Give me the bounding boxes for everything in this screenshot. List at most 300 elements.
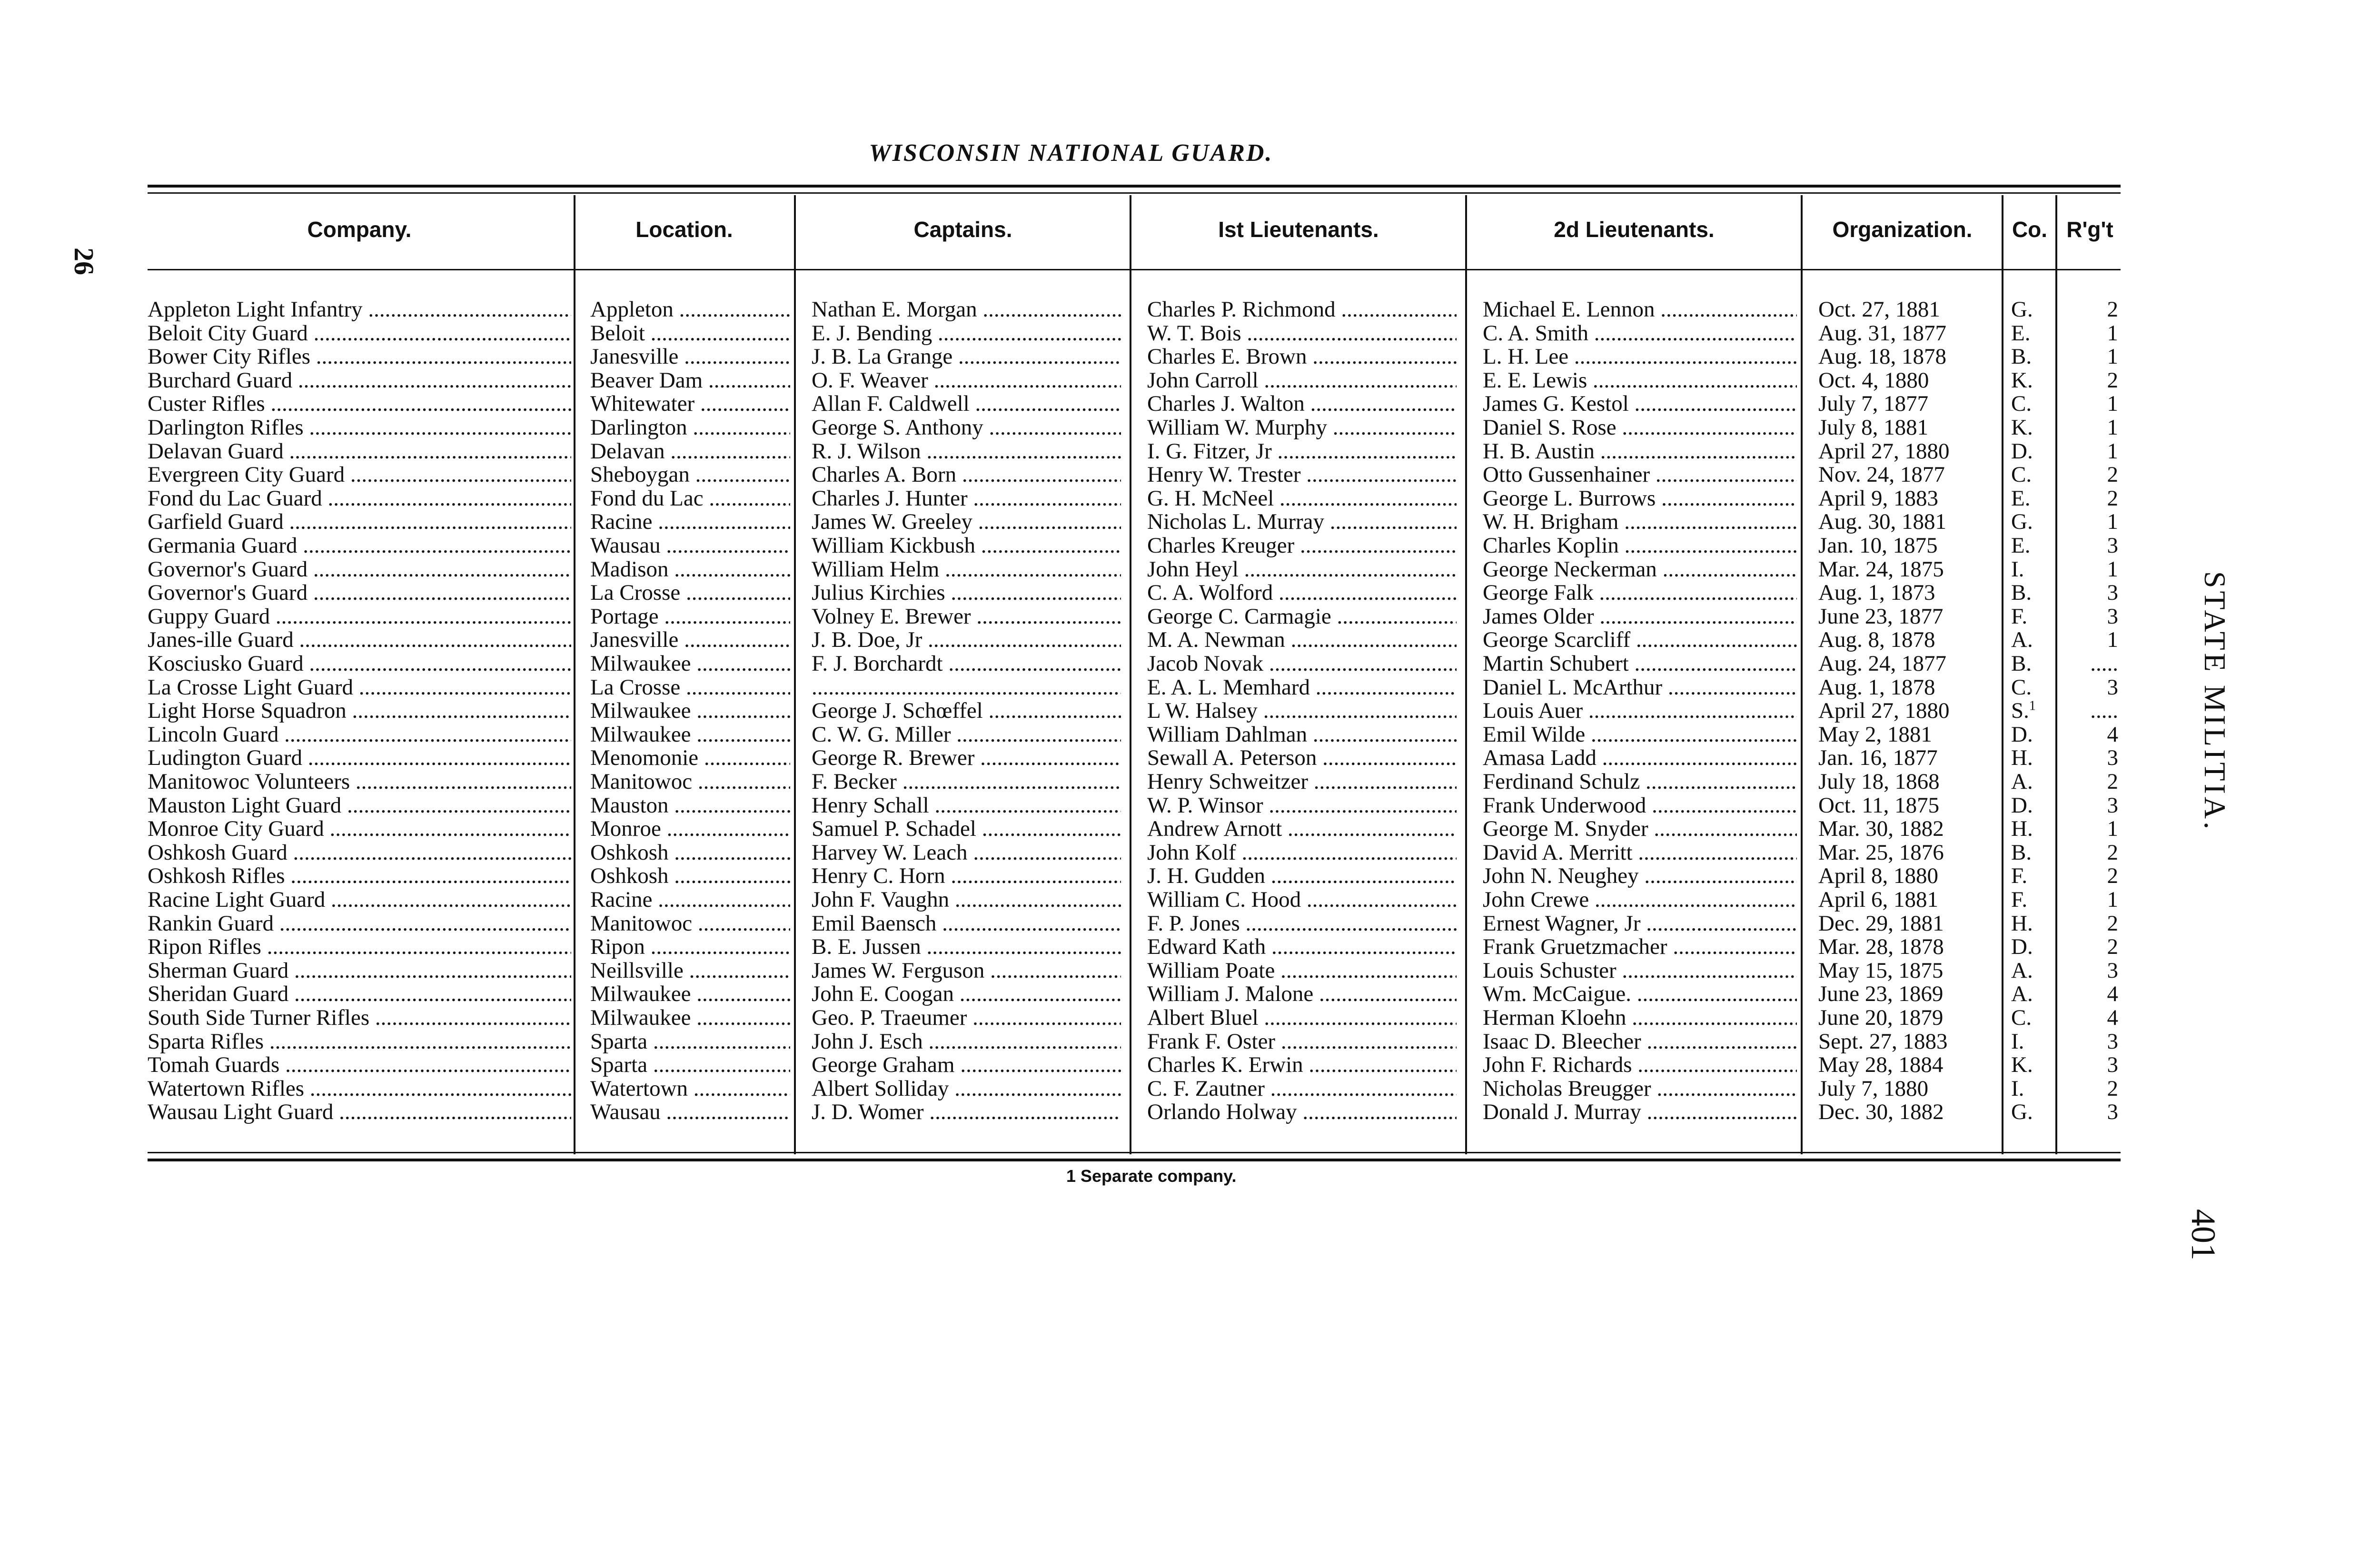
table-row <box>0 321 2142 345</box>
footnote-marker: 1 <box>2029 699 2036 714</box>
organization-date-cell: July 7, 1877 <box>1818 392 1929 416</box>
second-lieutenant-cell: W. H. Brigham ..... <box>1483 510 1797 534</box>
company-cell: Custer Rifles ..... <box>148 392 571 416</box>
first-lieutenant-cell: W. P. Winsor ..... <box>1147 793 1457 817</box>
company-cell: Tomah Guards ..... <box>148 1053 571 1077</box>
regiment-cell: 2 <box>2107 864 2118 888</box>
regiment-cell: 1 <box>2107 557 2118 581</box>
second-lieutenant-cell: Frank Gruetzmacher ..... <box>1483 935 1797 959</box>
header-co: Co. <box>2012 217 2048 242</box>
regiment-cell: 3 <box>2107 581 2118 605</box>
location-cell: Milwaukee ..... <box>590 723 790 746</box>
header-organization: Organization. <box>1832 217 1973 242</box>
regiment-cell: 1 <box>2107 321 2118 345</box>
header-regiment: R'g't <box>2066 217 2113 242</box>
co-cell: D. <box>2011 793 2033 817</box>
organization-date-cell: Dec. 30, 1882 <box>1818 1100 1944 1124</box>
organization-date-cell: May 15, 1875 <box>1818 958 1944 982</box>
first-lieutenant-cell: L W. Halsey ..... <box>1147 699 1457 723</box>
co-cell: F. <box>2011 864 2028 888</box>
captain-cell: William Helm ..... <box>812 557 1121 581</box>
organization-date-cell: Oct. 27, 1881 <box>1818 297 1940 321</box>
co-cell: S.$^1$ <box>2011 699 2036 723</box>
first-lieutenant-cell: Charles Kreuger ..... <box>1147 534 1457 557</box>
table-row <box>0 1053 2142 1077</box>
organization-date-cell: June 20, 1879 <box>1818 1006 1944 1030</box>
regiment-cell: 3 <box>2107 1053 2118 1077</box>
organization-date-cell: Mar. 28, 1878 <box>1818 935 1944 959</box>
company-cell: Light Horse Squadron ..... <box>148 699 571 723</box>
first-lieutenant-cell: G. H. McNeel ..... <box>1147 486 1457 510</box>
table-row <box>0 605 2142 628</box>
second-lieutenant-cell: L. H. Lee ..... <box>1483 345 1797 368</box>
first-lieutenant-cell: William W. Murphy ..... <box>1147 416 1457 439</box>
location-cell: Manitowoc ..... <box>590 770 790 793</box>
header-rule <box>148 269 2121 270</box>
organization-date-cell: Mar. 25, 1876 <box>1818 840 1944 864</box>
organization-date-cell: Aug. 31, 1877 <box>1818 321 1946 345</box>
co-cell: E. <box>2011 534 2031 557</box>
second-lieutenant-cell: George L. Burrows ..... <box>1483 486 1797 510</box>
location-cell: Portage ..... <box>590 605 790 628</box>
captain-cell: Julius Kirchies ..... <box>812 581 1121 605</box>
organization-date-cell: April 9, 1883 <box>1818 486 1938 510</box>
table-row <box>0 888 2142 912</box>
regiment-cell: 1 <box>2107 888 2118 912</box>
first-lieutenant-cell: Albert Bluel ..... <box>1147 1006 1457 1030</box>
regiment-cell: 2 <box>2107 840 2118 864</box>
co-cell: B. <box>2011 581 2032 605</box>
table-row <box>0 770 2142 793</box>
second-lieutenant-cell: George M. Snyder ..... <box>1483 817 1797 841</box>
captain-cell: Emil Baensch ..... <box>812 912 1121 935</box>
co-cell: A. <box>2011 958 2033 982</box>
header-location: Location. <box>635 217 733 242</box>
co-cell: K. <box>2011 416 2033 439</box>
co-cell: K. <box>2011 368 2033 392</box>
location-cell: Menomonie ..... <box>590 746 790 770</box>
second-lieutenant-cell: George Neckerman ..... <box>1483 557 1797 581</box>
table-row <box>0 652 2142 675</box>
location-cell: La Crosse ..... <box>590 675 790 699</box>
second-lieutenant-cell: Daniel S. Rose ..... <box>1483 416 1797 439</box>
organization-date-cell: Oct. 4, 1880 <box>1818 368 1929 392</box>
first-lieutenant-cell: C. A. Wolford ..... <box>1147 581 1457 605</box>
company-cell: Sheridan Guard ..... <box>148 982 571 1006</box>
co-cell: F. <box>2011 888 2028 912</box>
first-lieutenant-cell: W. T. Bois ..... <box>1147 321 1457 345</box>
captain-cell: O. F. Weaver ..... <box>812 368 1121 392</box>
organization-date-cell: Dec. 29, 1881 <box>1818 911 1944 935</box>
first-lieutenant-cell: John Kolf ..... <box>1147 841 1457 864</box>
co-cell: A. <box>2011 982 2033 1006</box>
table-row <box>0 1077 2142 1100</box>
co-cell: D. <box>2011 935 2033 959</box>
location-cell: Milwaukee ..... <box>590 982 790 1006</box>
captain-cell: John J. Esch ..... <box>812 1030 1121 1053</box>
table-row <box>0 1030 2142 1053</box>
table-row <box>0 345 2142 368</box>
table-row <box>0 392 2142 416</box>
footnote: 1 Separate company. <box>1066 1166 1237 1186</box>
table-row <box>0 486 2142 510</box>
regiment-cell: 2 <box>2107 911 2118 935</box>
location-cell: Milwaukee ..... <box>590 699 790 723</box>
company-cell: Germania Guard ..... <box>148 534 571 557</box>
company-cell: Lincoln Guard ..... <box>148 723 571 746</box>
second-lieutenant-cell: Herman Kloehn ..... <box>1483 1006 1797 1030</box>
captain-cell: C. W. G. Miller ..... <box>812 723 1121 746</box>
company-cell: Mauston Light Guard ..... <box>148 793 571 817</box>
location-cell: Madison ..... <box>590 557 790 581</box>
first-lieutenant-cell: Charles J. Walton ..... <box>1147 392 1457 416</box>
captain-cell: Charles J. Hunter ..... <box>812 486 1121 510</box>
first-lieutenant-cell: C. F. Zautner ..... <box>1147 1077 1457 1100</box>
location-cell: Beaver Dam ..... <box>590 368 790 392</box>
co-cell: B. <box>2011 840 2032 864</box>
organization-date-cell: June 23, 1877 <box>1818 604 1944 628</box>
captain-cell: George R. Brewer ..... <box>812 746 1121 770</box>
organization-date-cell: April 8, 1880 <box>1818 864 1938 888</box>
organization-date-cell: Mar. 30, 1882 <box>1818 817 1944 841</box>
regiment-cell: 1 <box>2107 817 2118 841</box>
captain-cell: George Graham ..... <box>812 1053 1121 1077</box>
second-lieutenant-cell: Nicholas Breugger ..... <box>1483 1077 1797 1100</box>
location-cell: Darlington ..... <box>590 416 790 439</box>
first-lieutenant-cell: I. G. Fitzer, Jr ..... <box>1147 439 1457 463</box>
captain-cell: George S. Anthony ..... <box>812 416 1121 439</box>
organization-date-cell: April 27, 1880 <box>1818 439 1950 463</box>
co-cell: I. <box>2011 557 2024 581</box>
captain-cell: John E. Coogan ..... <box>812 982 1121 1006</box>
regiment-cell: 3 <box>2107 604 2118 628</box>
first-lieutenant-cell: Charles P. Richmond ..... <box>1147 297 1457 321</box>
location-cell: Ripon ..... <box>590 935 790 959</box>
location-cell: Fond du Lac ..... <box>590 486 790 510</box>
second-lieutenant-cell: Wm. McCaigue. ..... <box>1483 982 1797 1006</box>
header-captains: Captains. <box>913 217 1012 242</box>
location-cell: Sparta ..... <box>590 1053 790 1077</box>
table-row <box>0 628 2142 652</box>
second-lieutenant-cell: Amasa Ladd ..... <box>1483 746 1797 770</box>
regiment-cell: 2 <box>2107 1076 2118 1100</box>
company-cell: Delavan Guard ..... <box>148 439 571 463</box>
co-cell: B. <box>2011 345 2032 369</box>
captain-cell: William Kickbush ..... <box>812 534 1121 557</box>
second-lieutenant-cell: George Scarcliff ..... <box>1483 628 1797 652</box>
organization-date-cell: Mar. 24, 1875 <box>1818 557 1944 581</box>
co-cell: F. <box>2011 604 2028 628</box>
organization-date-cell: Aug. 8, 1878 <box>1818 628 1935 652</box>
captain-cell: Harvey W. Leach ..... <box>812 841 1121 864</box>
captain-cell: J. B. La Grange ..... <box>812 345 1121 368</box>
co-cell: H. <box>2011 911 2033 935</box>
second-lieutenant-cell: John N. Neughey ..... <box>1483 864 1797 888</box>
captain-cell: F. Becker ..... <box>812 770 1121 793</box>
second-lieutenant-cell: H. B. Austin ..... <box>1483 439 1797 463</box>
location-cell: Monroe ..... <box>590 817 790 841</box>
running-head: STATE MILITIA. <box>2198 571 2232 832</box>
location-cell: Milwaukee ..... <box>590 652 790 675</box>
first-lieutenant-cell: Henry W. Trester ..... <box>1147 463 1457 486</box>
regiment-cell: 1 <box>2107 392 2118 416</box>
location-cell: Milwaukee ..... <box>590 1006 790 1030</box>
bottom-rule <box>148 1159 2121 1161</box>
company-cell: Fond du Lac Guard ..... <box>148 486 571 510</box>
first-lieutenant-cell: Henry Schweitzer ..... <box>1147 770 1457 793</box>
regiment-cell: 2 <box>2107 463 2118 487</box>
location-cell: Neillsville ..... <box>590 959 790 982</box>
regiment-cell: 4 <box>2107 982 2118 1006</box>
regiment-cell: 2 <box>2107 935 2118 959</box>
co-cell: C. <box>2011 463 2032 487</box>
table-row <box>0 817 2142 841</box>
location-cell: Janesville ..... <box>590 345 790 368</box>
table-row <box>0 912 2142 935</box>
regiment-cell: ..... <box>2090 652 2118 675</box>
location-cell: Watertown ..... <box>590 1077 790 1100</box>
organization-date-cell: Jan. 16, 1877 <box>1818 746 1938 770</box>
company-cell: Evergreen City Guard ..... <box>148 463 571 486</box>
company-cell: Governor's Guard ..... <box>148 581 571 605</box>
table-row <box>0 297 2142 321</box>
second-lieutenant-cell: Louis Schuster ..... <box>1483 959 1797 982</box>
top-rule <box>148 185 2121 188</box>
second-lieutenant-cell: Martin Schubert ..... <box>1483 652 1797 675</box>
table-row <box>0 368 2142 392</box>
captain-cell: J. B. Doe, Jr ..... <box>812 628 1121 652</box>
regiment-cell: ..... <box>2090 699 2118 723</box>
captain-cell: Volney E. Brewer ..... <box>812 605 1121 628</box>
first-lieutenant-cell: F. P. Jones ..... <box>1147 912 1457 935</box>
regiment-cell: 3 <box>2107 675 2118 699</box>
co-cell: H. <box>2011 817 2033 841</box>
location-cell: Wausau ..... <box>590 1100 790 1124</box>
company-cell: Watertown Rifles ..... <box>148 1077 571 1100</box>
co-cell: D. <box>2011 439 2033 463</box>
co-cell: G. <box>2011 510 2033 534</box>
company-cell: La Crosse Light Guard ..... <box>148 675 571 699</box>
regiment-cell: 4 <box>2107 1006 2118 1030</box>
location-cell: Wausau ..... <box>590 534 790 557</box>
first-lieutenant-cell: M. A. Newman ..... <box>1147 628 1457 652</box>
co-cell: E. <box>2011 486 2031 510</box>
regiment-cell: 3 <box>2107 793 2118 817</box>
company-cell: Wausau Light Guard ..... <box>148 1100 571 1124</box>
organization-date-cell: July 18, 1868 <box>1818 770 1940 793</box>
co-cell: A. <box>2011 628 2033 652</box>
regiment-cell: 1 <box>2107 510 2118 534</box>
company-cell: Ludington Guard ..... <box>148 746 571 770</box>
company-cell: Oshkosh Guard ..... <box>148 841 571 864</box>
location-cell: Manitowoc ..... <box>590 912 790 935</box>
regiment-cell: 3 <box>2107 1029 2118 1053</box>
first-lieutenant-cell: E. A. L. Memhard ..... <box>1147 675 1457 699</box>
location-cell: Racine ..... <box>590 888 790 912</box>
regiment-cell: 2 <box>2107 368 2118 392</box>
table-row <box>0 439 2142 463</box>
captain-cell: B. E. Jussen ..... <box>812 935 1121 959</box>
regiment-cell: 2 <box>2107 486 2118 510</box>
company-cell: Garfield Guard ..... <box>148 510 571 534</box>
company-cell: Appleton Light Infantry ..... <box>148 297 571 321</box>
location-cell: Oshkosh ..... <box>590 864 790 888</box>
top-rule-thin <box>148 192 2121 194</box>
co-cell: C. <box>2011 392 2032 416</box>
table-row <box>0 982 2142 1006</box>
location-cell: Racine ..... <box>590 510 790 534</box>
table-row <box>0 959 2142 982</box>
captain-cell: F. J. Borchardt ..... <box>812 652 1121 675</box>
location-cell: Beloit ..... <box>590 321 790 345</box>
captain-cell <box>812 675 1121 699</box>
captain-cell: John F. Vaughn ..... <box>812 888 1121 912</box>
table-row <box>0 675 2142 699</box>
bottom-rule-thin <box>148 1152 2121 1153</box>
captain-cell: Henry C. Horn ..... <box>812 864 1121 888</box>
table-row <box>0 793 2142 817</box>
company-cell: Kosciusko Guard ..... <box>148 652 571 675</box>
co-cell: B. <box>2011 652 2032 675</box>
location-cell: Appleton ..... <box>590 297 790 321</box>
first-lieutenant-cell: William Poate ..... <box>1147 959 1457 982</box>
location-cell: Sheboygan ..... <box>590 463 790 486</box>
company-cell: Ripon Rifles ..... <box>148 935 571 959</box>
company-cell: South Side Turner Rifles ..... <box>148 1006 571 1030</box>
table-row <box>0 1006 2142 1030</box>
organization-date-cell: July 7, 1880 <box>1818 1076 1929 1100</box>
company-cell: Sherman Guard ..... <box>148 959 571 982</box>
location-cell: Oshkosh ..... <box>590 841 790 864</box>
captain-cell: R. J. Wilson ..... <box>812 439 1121 463</box>
organization-date-cell: Aug. 30, 1881 <box>1818 510 1946 534</box>
captain-cell: Albert Solliday ..... <box>812 1077 1121 1100</box>
captain-cell: James W. Ferguson ..... <box>812 959 1121 982</box>
company-cell: Burchard Guard ..... <box>148 368 571 392</box>
regiment-cell: 2 <box>2107 770 2118 793</box>
captain-cell: Henry Schall ..... <box>812 793 1121 817</box>
co-cell: C. <box>2011 1006 2032 1030</box>
company-cell: Governor's Guard ..... <box>148 557 571 581</box>
company-cell: Sparta Rifles ..... <box>148 1030 571 1053</box>
first-lieutenant-cell: John Heyl ..... <box>1147 557 1457 581</box>
second-lieutenant-cell: Isaac D. Bleecher ..... <box>1483 1030 1797 1053</box>
location-cell: Sparta ..... <box>590 1030 790 1053</box>
second-lieutenant-cell: Charles Koplin ..... <box>1483 534 1797 557</box>
first-lieutenant-cell: Frank F. Oster ..... <box>1147 1030 1457 1053</box>
captain-cell: J. D. Womer ..... <box>812 1100 1121 1124</box>
organization-date-cell: July 8, 1881 <box>1818 416 1929 439</box>
second-lieutenant-cell: Louis Auer ..... <box>1483 699 1797 723</box>
table-row <box>0 416 2142 439</box>
company-cell: Darlington Rifles ..... <box>148 416 571 439</box>
second-lieutenant-cell: Donald J. Murray ..... <box>1483 1100 1797 1124</box>
table-row <box>0 699 2142 723</box>
organization-date-cell: June 23, 1869 <box>1818 982 1944 1006</box>
organization-date-cell: April 27, 1880 <box>1818 699 1950 723</box>
first-lieutenant-cell: Edward Kath ..... <box>1147 935 1457 959</box>
company-cell: Oshkosh Rifles ..... <box>148 864 571 888</box>
company-cell: Monroe City Guard ..... <box>148 817 571 841</box>
captain-cell: George J. Schœffel ..... <box>812 699 1121 723</box>
company-cell: Manitowoc Volunteers ..... <box>148 770 571 793</box>
table-row <box>0 510 2142 534</box>
second-lieutenant-cell: Frank Underwood ..... <box>1483 793 1797 817</box>
first-lieutenant-cell: Jacob Novak ..... <box>1147 652 1457 675</box>
first-lieutenant-cell: George C. Carmagie ..... <box>1147 605 1457 628</box>
regiment-cell: 4 <box>2107 722 2118 746</box>
organization-date-cell: Jan. 10, 1875 <box>1818 534 1938 557</box>
co-cell: C. <box>2011 675 2032 699</box>
regiment-cell: 3 <box>2107 958 2118 982</box>
left-margin-number: 26 <box>69 248 99 275</box>
page-title: WISCONSIN NATIONAL GUARD. <box>869 139 1273 167</box>
second-lieutenant-cell: Michael E. Lennon ..... <box>1483 297 1797 321</box>
organization-date-cell: Nov. 24, 1877 <box>1818 463 1945 487</box>
company-cell: Rankin Guard ..... <box>148 912 571 935</box>
second-lieutenant-cell: Otto Gussenhainer ..... <box>1483 463 1797 486</box>
second-lieutenant-cell: Ferdinand Schulz ..... <box>1483 770 1797 793</box>
company-cell: Racine Light Guard ..... <box>148 888 571 912</box>
second-lieutenant-cell: John F. Richards ..... <box>1483 1053 1797 1077</box>
regiment-cell: 3 <box>2107 534 2118 557</box>
first-lieutenant-cell: J. H. Gudden ..... <box>1147 864 1457 888</box>
location-cell: Delavan ..... <box>590 439 790 463</box>
second-lieutenant-cell: C. A. Smith ..... <box>1483 321 1797 345</box>
co-cell: G. <box>2011 297 2033 321</box>
first-lieutenant-cell: Andrew Arnott ..... <box>1147 817 1457 841</box>
co-cell: D. <box>2011 722 2033 746</box>
organization-date-cell: April 6, 1881 <box>1818 888 1938 912</box>
table-row <box>0 746 2142 770</box>
header-company: Company. <box>307 217 412 242</box>
captain-cell: James W. Greeley ..... <box>812 510 1121 534</box>
first-lieutenant-cell: Charles E. Brown ..... <box>1147 345 1457 368</box>
first-lieutenant-cell: Orlando Holway ..... <box>1147 1100 1457 1124</box>
second-lieutenant-cell: John Crewe ..... <box>1483 888 1797 912</box>
regiment-cell: 1 <box>2107 416 2118 439</box>
organization-date-cell: Aug. 1, 1878 <box>1818 675 1935 699</box>
organization-date-cell: Aug. 1, 1873 <box>1818 581 1935 605</box>
co-cell: I. <box>2011 1076 2024 1100</box>
first-lieutenant-cell: William C. Hood ..... <box>1147 888 1457 912</box>
second-lieutenant-cell: James Older ..... <box>1483 605 1797 628</box>
co-cell: H. <box>2011 746 2033 770</box>
regiment-cell: 1 <box>2107 345 2118 369</box>
second-lieutenant-cell: Daniel L. McArthur ..... <box>1483 675 1797 699</box>
page-number: 401 <box>2184 1209 2222 1260</box>
regiment-cell: 2 <box>2107 297 2118 321</box>
first-lieutenant-cell: William J. Malone ..... <box>1147 982 1457 1006</box>
header-first-lieutenants: Ist Lieutenants. <box>1218 217 1379 242</box>
table-row <box>0 1100 2142 1124</box>
regiment-cell: 1 <box>2107 628 2118 652</box>
captain-cell: Charles A. Born ..... <box>812 463 1121 486</box>
location-cell: Whitewater ..... <box>590 392 790 416</box>
co-cell: I. <box>2011 1029 2024 1053</box>
second-lieutenant-cell: James G. Kestol ..... <box>1483 392 1797 416</box>
location-cell: Janesville ..... <box>590 628 790 652</box>
regiment-cell: 3 <box>2107 746 2118 770</box>
location-cell: La Crosse ..... <box>590 581 790 605</box>
captain-cell: E. J. Bending ..... <box>812 321 1121 345</box>
captain-cell: Nathan E. Morgan ..... <box>812 297 1121 321</box>
co-cell: G. <box>2011 1100 2033 1124</box>
second-lieutenant-cell: George Falk ..... <box>1483 581 1797 605</box>
organization-date-cell: Sept. 27, 1883 <box>1818 1029 1948 1053</box>
table-row <box>0 534 2142 557</box>
second-lieutenant-cell: E. E. Lewis ..... <box>1483 368 1797 392</box>
